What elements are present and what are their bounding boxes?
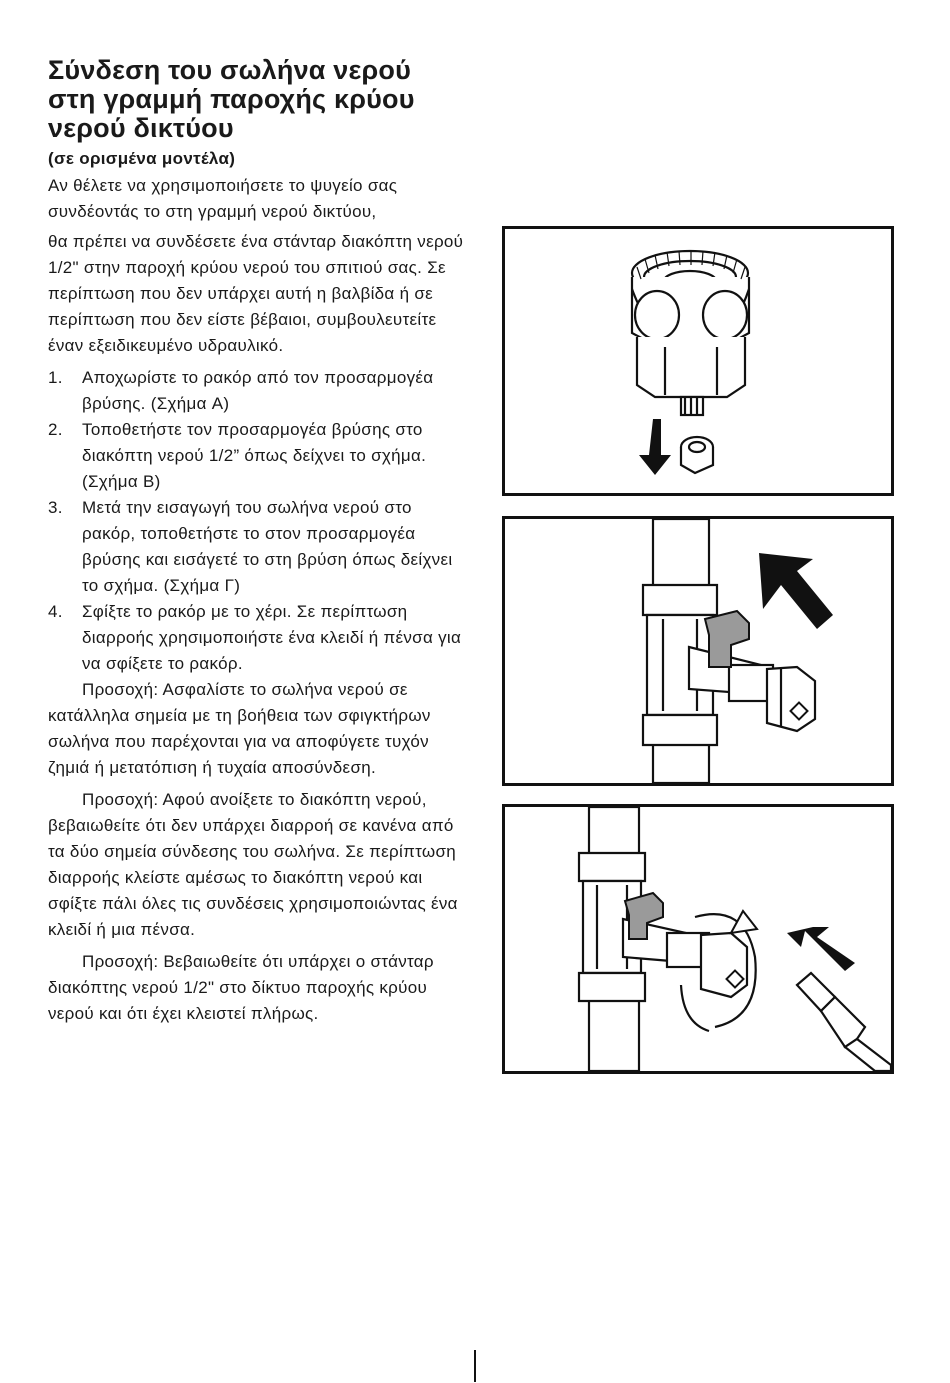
step-number: 3. bbox=[48, 498, 63, 517]
title-line: στη γραμμή παροχής κρύου bbox=[48, 84, 415, 114]
arrow-down-icon bbox=[639, 419, 671, 475]
figure-a bbox=[502, 226, 894, 496]
step-text: Σφίξτε το ρακόρ με το χέρι. Σε περίπτωση διαρροής χρησιμοποιήστε ένα κλειδί ή πένσα για να σφίξετε το ρακόρ. bbox=[82, 602, 462, 673]
page-title bbox=[48, 56, 468, 143]
caution-paragraph: Προσοχή: Βεβαιωθείτε ότι υπάρχει ο στάνταρ διακόπτης νερού 1/2" στο δίκτυο παροχής κρύου νερού και ότι έχει κλειστεί πλήρως. bbox=[48, 952, 434, 1023]
valve-paragraph: θα πρέπει να συνδέσετε ένα στάνταρ διακόπτη νερού 1/2" στην παροχή κρύου νερού του σπιτιού σας. Σε περίπτωση που δεν υπάρχει αυτή η βαλβίδα ή σε περίπτωση που δεν είστε βέβαιοι, συμβουλευτείτε έναν εξειδικευμένο υδραυλικό. bbox=[48, 232, 464, 355]
figure-b bbox=[502, 516, 894, 786]
title-line: νερού δικτύου bbox=[48, 113, 234, 143]
page-divider bbox=[474, 1350, 476, 1382]
list-item bbox=[48, 417, 468, 495]
list-item bbox=[48, 495, 468, 599]
adapter-on-valve-illustration bbox=[505, 519, 891, 783]
subtitle: (σε ορισμένα μοντέλα) bbox=[48, 149, 236, 168]
step-text: Μετά την εισαγωγή του σωλήνα νερού στο ρακόρ, τοποθετήστε το στον προσαρμογέα βρύσης και εισάγετέ το στη βρύση όπως δείχνει το σχήμα. (Σχήμα Γ) bbox=[82, 498, 453, 595]
step-number: 4. bbox=[48, 602, 63, 621]
caution-paragraph: Προσοχή: Αφού ανοίξετε το διακόπτη νερού, βεβαιωθείτε ότι δεν υπάρχει διαρροή σε κανένα από τα δύο σημεία σύνδεσης του σωλήνα. Σε περίπτωση διαρροής κλείστε αμέσως το διακόπτη νερού και σφίξτε πάλι όλες τις συνδέσεις χρησιμοποιώντας ένα κλειδί ή μια πένσα. bbox=[48, 790, 458, 939]
intro-paragraph: Αν θέλετε να χρησιμοποιήσετε το ψυγείο σας συνδέοντάς το στη γραμμή νερού δικτύου, bbox=[48, 176, 398, 221]
steps-list bbox=[48, 365, 468, 677]
list-item bbox=[48, 599, 468, 677]
arrow-left-icon bbox=[787, 927, 855, 971]
figure-c bbox=[502, 804, 894, 1074]
step-number: 2. bbox=[48, 420, 63, 439]
title-line: Σύνδεση του σωλήνα νερού bbox=[48, 55, 412, 85]
arrow-up-right-icon bbox=[759, 553, 833, 629]
text-column bbox=[48, 56, 468, 1027]
step-text: Αποχωρίστε το ρακόρ από τον προσαρμογέα βρύσης. (Σχήμα A) bbox=[82, 368, 434, 413]
list-item bbox=[48, 365, 468, 417]
caution-paragraph: Προσοχή: Ασφαλίστε το σωλήνα νερού σε κατάλληλα σημεία με τη βοήθεια των σφιγκτήρων σωλήνα που παρέχονται για να αποφύγετε τυχόν ζημιά ή μετατόπιση ή τυχαία αποσύνδεση. bbox=[48, 680, 431, 777]
step-number: 1. bbox=[48, 368, 63, 387]
step-text: Τοποθετήστε τον προσαρμογέα βρύσης στο διακόπτη νερού 1/2” όπως δείχνει το σχήμα. (Σχήμα B) bbox=[82, 420, 427, 491]
hose-into-nut-illustration bbox=[505, 807, 891, 1071]
tap-adapter-separating-nut-illustration bbox=[505, 229, 891, 493]
